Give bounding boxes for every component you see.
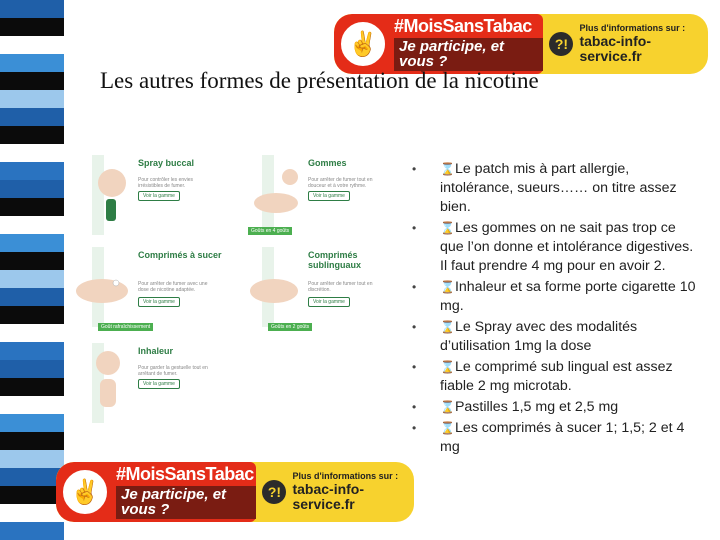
gum-illustration-icon	[242, 155, 302, 235]
banner-site: tabac-info-service.fr	[292, 480, 365, 512]
product-desc: Pour garder la gestuelle tout en arrêtant de fumer.	[138, 365, 208, 377]
hourglass-icon: ⌛	[440, 221, 455, 235]
product-desc: Pour contrôler les envies irrésistibles de fumer.	[138, 177, 194, 189]
flavor-tag: Goûts en 2 goûts	[268, 323, 312, 331]
product-card-inhaleur	[72, 343, 222, 423]
banner-info-section	[543, 14, 708, 74]
banner-red-section	[56, 462, 256, 522]
flavor-tag: Goût rafraîchissement	[98, 323, 153, 331]
product-name: Spray buccal	[138, 158, 195, 168]
product-card-comprimes-sucer	[72, 247, 222, 330]
list-item-text: Le patch mis à part allergie, intolérance, sueurs…… on titre assez bien.	[440, 161, 677, 215]
list-item	[412, 358, 702, 396]
list-item	[412, 219, 702, 276]
list-item	[412, 398, 702, 417]
decorative-stripe	[0, 0, 64, 540]
banner-info-section	[256, 462, 414, 522]
list-item	[412, 278, 702, 316]
list-item-text: Les gommes on ne sait pas trop ce que l’on donne et intolérance digestives. Il faut prendre 4 mg pour en avoir 2.	[440, 220, 694, 274]
product-card-comprimes-sublinguaux	[242, 247, 392, 330]
hourglass-icon: ⌛	[440, 162, 455, 176]
list-item	[412, 318, 702, 356]
flavor-tag: Goûts en 4 goûts	[248, 227, 292, 235]
banner-hashtag: #MoisSansTabac	[394, 15, 532, 36]
peace-hand-icon: ✌	[338, 19, 388, 69]
product-name: Comprimés sublinguaux	[308, 250, 362, 270]
view-range-button[interactable]: Voir la gamme	[308, 297, 350, 307]
banner-cta: Je participe, et vous ?	[394, 38, 543, 72]
list-item-text: Le Spray avec des modalités d’utilisation 1mg la dose	[440, 319, 638, 354]
bullet-dot: •	[412, 280, 417, 294]
slide-title: Les autres formes de présentation de la nicotine	[100, 68, 539, 93]
mois-sans-tabac-banner-bottom	[56, 462, 414, 522]
banner-more-info: Plus d'informations sur :	[579, 22, 686, 33]
bullet-dot: •	[412, 162, 417, 176]
mois-sans-tabac-banner-top	[334, 14, 708, 74]
hourglass-icon: ⌛	[440, 320, 455, 334]
list-item-text: Pastilles 1,5 mg et 2,5 mg	[454, 399, 619, 415]
banner-more-info: Plus d'informations sur :	[292, 470, 399, 481]
bullet-dot: •	[412, 421, 417, 435]
question-icon: ?!	[262, 480, 286, 504]
bullet-dot: •	[412, 360, 417, 374]
lozenge-illustration-icon	[72, 247, 132, 327]
question-icon: ?!	[549, 32, 573, 56]
peace-hand-icon: ✌	[60, 467, 110, 517]
bullet-dot: •	[412, 221, 417, 235]
sublingual-illustration-icon	[242, 247, 302, 327]
banner-site: tabac-info-service.fr	[579, 32, 651, 64]
bullet-list	[412, 160, 702, 459]
product-card-spray	[72, 155, 222, 235]
hourglass-icon: ⌛	[440, 360, 455, 374]
product-desc: Pour arrêter de fumer tout en discrétion.	[308, 281, 373, 293]
list-item-text: Le comprimé sub lingual est assez fiable 2 mg microtab.	[440, 359, 673, 394]
list-item	[412, 419, 702, 457]
product-card-gommes	[242, 155, 392, 235]
product-desc: Pour arrêter de fumer tout en douceur et à votre rythme.	[308, 177, 373, 189]
banner-hashtag: #MoisSansTabac	[116, 463, 254, 484]
product-name: Comprimés à sucer	[138, 250, 222, 260]
list-item-text: Inhaleur et sa forme porte cigarette 10 mg.	[440, 279, 696, 314]
product-desc: Pour arrêter de fumer avec une dose de nicotine adaptée.	[138, 281, 208, 293]
banner-cta: Je participe, et vous ?	[116, 486, 256, 520]
hourglass-icon: ⌛	[440, 421, 455, 435]
product-image-panel	[72, 155, 392, 460]
spray-illustration-icon	[72, 155, 132, 235]
view-range-button[interactable]: Voir la gamme	[308, 191, 350, 201]
view-range-button[interactable]: Voir la gamme	[138, 191, 180, 201]
bullet-dot: •	[412, 400, 417, 414]
hourglass-icon: ⌛	[440, 400, 455, 414]
hourglass-icon: ⌛	[440, 280, 455, 294]
product-name: Inhaleur	[138, 346, 174, 356]
inhaler-illustration-icon	[72, 343, 132, 423]
product-name: Gommes	[308, 158, 347, 168]
view-range-button[interactable]: Voir la gamme	[138, 379, 180, 389]
list-item	[412, 160, 702, 217]
bullet-dot: •	[412, 320, 417, 334]
view-range-button[interactable]: Voir la gamme	[138, 297, 180, 307]
banner-red-section	[334, 14, 543, 74]
list-item-text: Les comprimés à sucer 1; 1,5; 2 et 4 mg	[440, 420, 685, 455]
